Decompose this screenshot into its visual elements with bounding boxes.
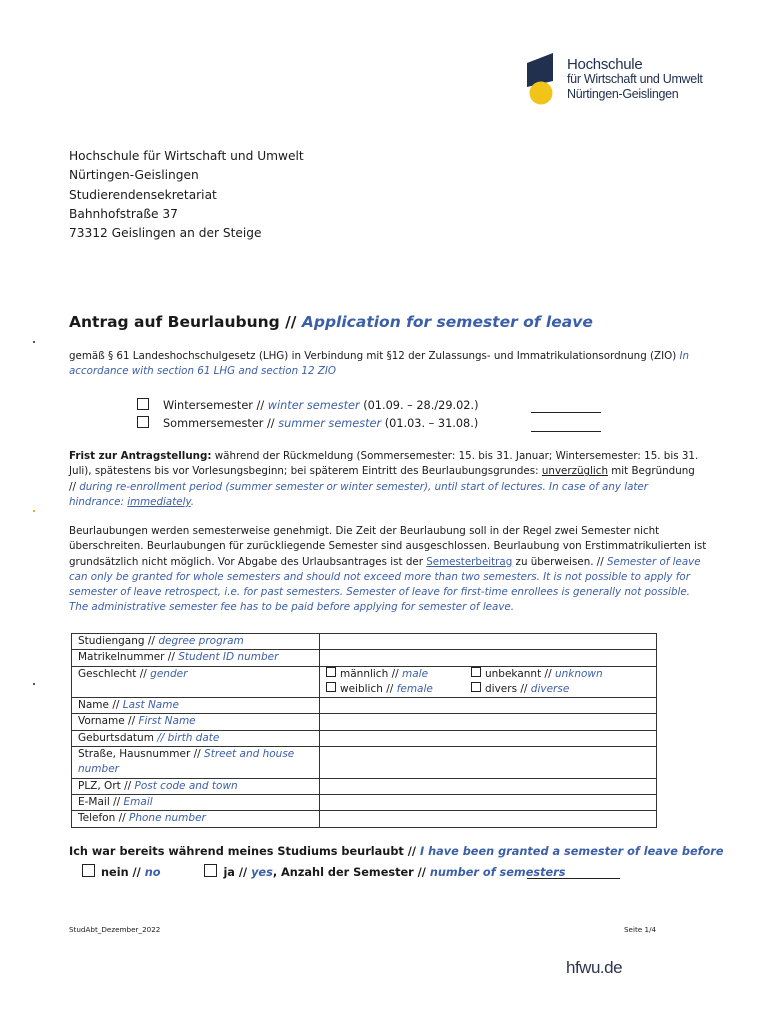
gender-option-male[interactable] [326, 667, 471, 682]
deadline-en-underlined: immediately [127, 495, 191, 508]
semester-fee-link[interactable]: Semesterbeitrag [426, 555, 513, 568]
gender-option-unknown[interactable] [471, 668, 603, 680]
label-en: First Name [138, 715, 196, 728]
no-en: no [144, 866, 161, 879]
no-de: nein // [101, 866, 145, 879]
leave-rules-de-1: Beurlaubungen werden semesterweise genehmigt. Die Zeit der Beurlaubung soll in der Regel zwei Semester nicht überschreiten. Beurlaubungen für zurückliegende Semester sind ausgeschlossen. Beurlaubung von Erstimmatrikulierten ist grundsätzlich nicht möglich. Vor Abgabe des Urlaubsantrages ist der [69, 525, 707, 568]
field-label [72, 634, 320, 650]
option-en: unknown [554, 667, 603, 680]
field-label [72, 811, 320, 827]
field-label [72, 794, 320, 810]
logo-line-1: Hochschule [567, 56, 643, 73]
label-de: Straße, Hausnummer // [78, 748, 205, 761]
yes-en: yes [251, 866, 273, 879]
option-en: male [402, 667, 429, 680]
deadline-paragraph [69, 449, 704, 510]
footer-page-number: Seite 1/4 [624, 925, 657, 934]
logo-line-3: Nürtingen-Geislingen [567, 87, 679, 101]
deadline-text: während der Rückmeldung (Sommersemester: 15. bis 31. Januar; Wintersemester: 15. bis 31. Juli), spätestens bis vor Vorlesungsbeginn; bei späterem Eintritt des Beurlaubungsgrundes: [69, 450, 699, 478]
option-en: female [396, 682, 433, 695]
field-label [72, 714, 320, 730]
leave-rules-de-2: zu überweisen. // [512, 555, 607, 568]
female-checkbox[interactable] [326, 682, 336, 692]
law-de: gemäß § 61 Landeshochschulgesetz (LHG) in Verbindung mit §12 der Zulassungs- und Immatrikulationsordnung (ZIO) [69, 350, 680, 362]
recipient-address [69, 147, 304, 243]
winter-dates: (01.09. – 28./29.02.) [359, 399, 479, 412]
summer-semester-checkbox[interactable] [137, 416, 149, 428]
label-de: Geburtsdatum [78, 731, 158, 744]
summer-dates: (01.03. – 31.08.) [381, 417, 479, 430]
applicant-form-table [71, 633, 657, 828]
label-de: Matrikelnummer // [78, 651, 179, 664]
table-row [72, 794, 657, 810]
footer-brand: hfwu.de [566, 958, 623, 977]
yes-de: ja // [223, 866, 252, 879]
student-id-field[interactable] [320, 650, 657, 666]
male-checkbox[interactable] [326, 667, 336, 677]
label-en: Post code and town [134, 779, 238, 792]
label-en: Last Name [122, 699, 179, 712]
diverse-checkbox[interactable] [471, 682, 481, 692]
yes-checkbox[interactable] [204, 864, 217, 877]
deadline-label: Frist zur Antragstellung: [69, 450, 212, 462]
summer-semester-blank[interactable] [531, 430, 601, 432]
label-en: degree program [158, 635, 244, 647]
table-row [72, 811, 657, 827]
footer-version: StudAbt_Dezember_2022 [69, 925, 161, 934]
answer-yes[interactable] [204, 866, 565, 879]
field-label [72, 730, 320, 746]
address-line: Bahnhofstraße 37 [69, 206, 178, 221]
table-row [72, 778, 657, 794]
field-label [72, 698, 320, 714]
hfwu-logo-text [567, 57, 703, 102]
option-de: divers // [485, 682, 531, 695]
degree-program-field[interactable] [320, 634, 657, 650]
table-row [72, 698, 657, 714]
margin-mark [33, 510, 35, 512]
previous-leave-question [69, 845, 724, 858]
table-row [72, 714, 657, 730]
winter-de: Wintersemester // [163, 399, 268, 412]
table-row [72, 747, 657, 779]
address-line: Nürtingen-Geislingen [69, 168, 199, 183]
title-de: Antrag auf Beurlaubung // [69, 313, 302, 331]
winter-semester-option[interactable] [137, 398, 478, 412]
label-en: gender [150, 667, 188, 680]
label-de: Vorname // [78, 715, 139, 728]
birth-date-field[interactable] [320, 730, 657, 746]
margin-mark [33, 341, 35, 343]
winter-semester-blank[interactable] [531, 411, 601, 413]
summer-en: summer semester [278, 417, 382, 430]
semester-count-blank[interactable] [527, 877, 620, 879]
table-row [72, 730, 657, 746]
question-de: Ich war bereits während meines Studiums beurlaubt // [69, 845, 420, 858]
margin-mark [33, 683, 35, 685]
table-row [72, 666, 657, 698]
deadline-en: during re-enrollment period (summer semester or winter semester), until start of lectures. In case of any later hindrance: [69, 480, 648, 508]
option-de: weiblich // [340, 682, 397, 695]
street-field[interactable] [320, 747, 657, 779]
leave-rules-paragraph [69, 524, 709, 616]
gender-field [320, 666, 657, 698]
no-checkbox[interactable] [82, 864, 95, 877]
field-label [72, 666, 320, 698]
label-de: Geschlecht // [78, 667, 151, 680]
first-name-field[interactable] [320, 714, 657, 730]
gender-option-female[interactable] [326, 682, 471, 697]
address-line: Studierendensekretariat [69, 187, 217, 202]
email-field[interactable] [320, 794, 657, 810]
gender-option-diverse[interactable] [471, 683, 569, 695]
table-row [72, 634, 657, 650]
label-de: Telefon // [78, 812, 129, 825]
unknown-checkbox[interactable] [471, 667, 481, 677]
option-de: männlich // [340, 667, 402, 680]
document-title [69, 313, 593, 331]
title-en: Application for semester of leave [301, 313, 593, 331]
field-label [72, 778, 320, 794]
previous-leave-answers [82, 864, 565, 879]
deadline-text-2: mit Begründung // [69, 465, 695, 493]
deadline-underlined: unverzüglich [541, 465, 608, 478]
question-en: I have been granted a semester of leave before [419, 845, 724, 858]
label-de: PLZ, Ort // [78, 779, 135, 792]
law-reference [69, 349, 709, 380]
field-label [72, 650, 320, 666]
address-line: 73312 Geislingen an der Steige [69, 226, 262, 241]
label-en: Street and house number [78, 748, 295, 776]
postcode-town-field[interactable] [320, 778, 657, 794]
summer-de: Sommersemester // [163, 417, 279, 430]
label-de: Studiengang // [78, 635, 159, 647]
label-en: Email [123, 795, 153, 808]
count-de: , Anzahl der Semester // [272, 866, 430, 879]
label-en: Phone number [129, 812, 206, 825]
option-en: diverse [530, 682, 570, 695]
count-en: number of semesters [429, 866, 566, 879]
address-line: Hochschule für Wirtschaft und Umwelt [69, 149, 304, 163]
label-en: Student ID number [178, 651, 279, 664]
phone-field[interactable] [320, 811, 657, 827]
answer-no[interactable] [82, 866, 161, 879]
winter-semester-checkbox[interactable] [137, 398, 149, 410]
field-label [72, 747, 320, 779]
label-de: E-Mail // [78, 795, 124, 808]
table-row [72, 650, 657, 666]
leave-rules-en: Semester of leave can only be granted for whole semesters and should not exceed more than two semesters. It is not possible to apply for semester of leave retrospect, i.e. for past semesters. Semester of leave for first-time enrollees is generally not possible. The administrative semester fee has to be paid before applying for semester of leave. [69, 555, 701, 614]
summer-semester-option[interactable] [137, 416, 478, 430]
deadline-en-end: . [190, 495, 195, 508]
label-en: // birth date [157, 731, 220, 744]
last-name-field[interactable] [320, 698, 657, 714]
winter-en: winter semester [267, 399, 360, 412]
label-de: Name // [78, 699, 123, 712]
option-de: unbekannt // [485, 667, 555, 680]
logo-line-2: für Wirtschaft und Umwelt [567, 72, 703, 86]
law-en: In accordance with section 61 LHG and section 12 ZIO [69, 350, 690, 378]
hfwu-logo-icon [527, 53, 555, 105]
